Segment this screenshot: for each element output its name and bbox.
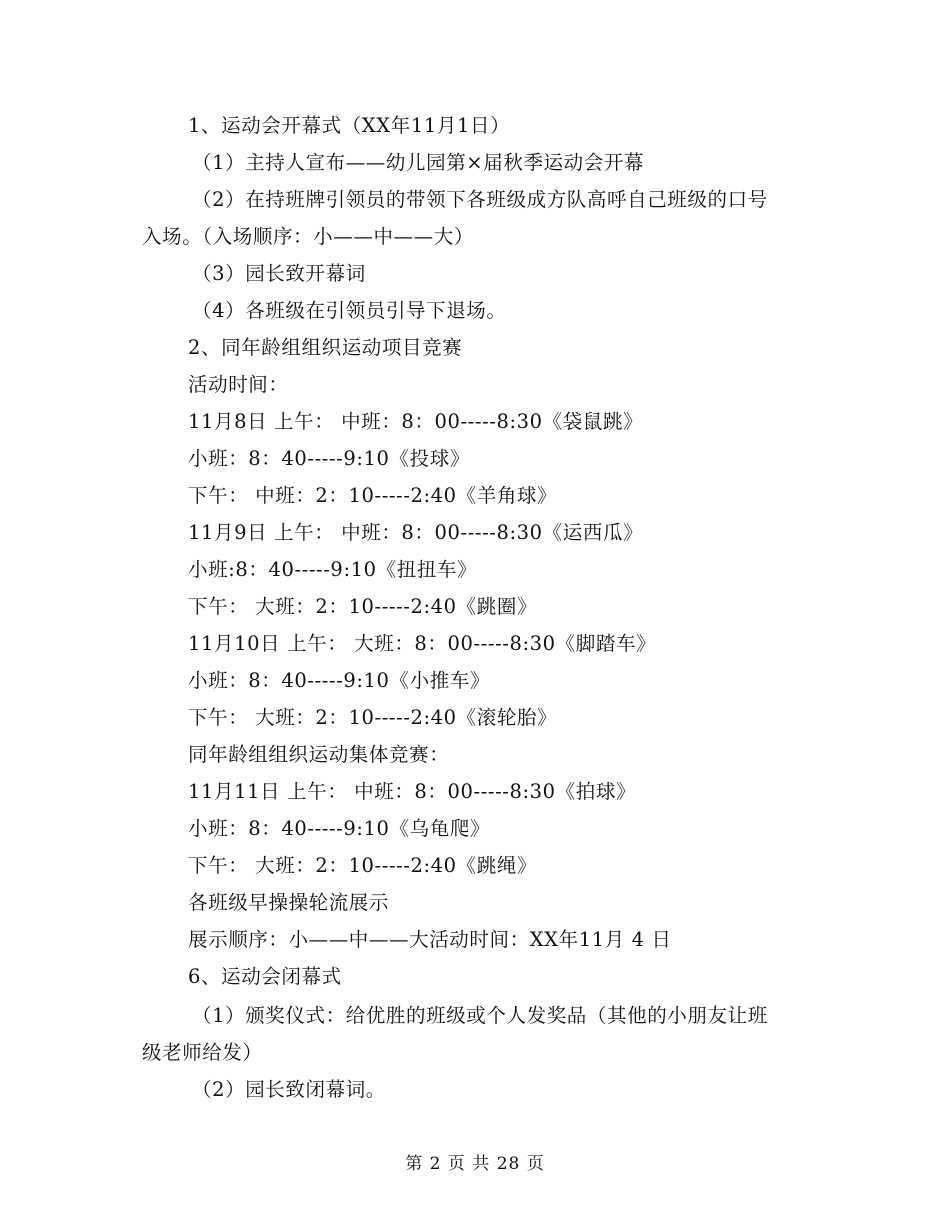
schedule-line: 下午： 大班：2：10-----2:40《跳绳》 — [188, 854, 538, 877]
schedule-line: 11月10日 上午： 大班：8：00-----8:30《脚踏车》 — [188, 632, 657, 655]
paragraph-line: 各班级早操操轮流展示 — [188, 891, 390, 914]
schedule-line: 小班：8：40-----9:10《投球》 — [188, 447, 470, 470]
paragraph-line: （2）在持班牌引领员的带领下各班级成方队高呼自己班级的口号 — [192, 188, 768, 211]
paragraph-line: 级老师给发） — [142, 1041, 263, 1064]
schedule-line: 小班：8：40-----9:10《乌龟爬》 — [188, 817, 491, 840]
section-heading-closing: 6、运动会闭幕式 — [188, 965, 342, 988]
schedule-line: 11月11日 上午： 中班：8：00-----8:30《拍球》 — [188, 780, 637, 803]
paragraph-line: （1）颁奖仪式：给优胜的班级或个人发奖品（其他的小朋友让班 — [192, 1004, 768, 1027]
paragraph-line: （4）各班级在引领员引导下退场。 — [192, 299, 507, 322]
paragraph-line: 同年龄组组织运动集体竞赛： — [188, 743, 450, 766]
schedule-line: 小班：8：40-----9:10《小推车》 — [188, 669, 491, 692]
paragraph-line: 活动时间： — [188, 373, 289, 396]
paragraph-line: （1）主持人宣布——幼儿园第×届秋季运动会开幕 — [192, 151, 645, 174]
paragraph-line: （3）园长致开幕词 — [192, 262, 366, 285]
page-number-footer: 第 2 页 共 28 页 — [405, 1154, 545, 1174]
paragraph-line: 入场。（入场顺序：小——中——大） — [142, 225, 474, 248]
schedule-line: 下午： 大班：2：10-----2:40《跳圈》 — [188, 595, 538, 618]
schedule-line: 下午： 中班：2：10-----2:40《羊角球》 — [188, 484, 558, 507]
schedule-line: 小班:8：40-----9:10《扭扭车》 — [188, 558, 478, 581]
section-heading-competition: 2、同年龄组组织运动项目竞赛 — [188, 336, 463, 359]
schedule-line: 11月9日 上午： 中班：8：00-----8:30《运西瓜》 — [188, 521, 644, 544]
schedule-line: 11月8日 上午： 中班：8：00-----8:30《袋鼠跳》 — [188, 410, 644, 433]
section-heading-opening: 1、运动会开幕式（XX年11月1日） — [188, 114, 511, 137]
paragraph-line: 展示顺序：小——中——大活动时间：XX年11月 4 日 — [188, 928, 672, 951]
paragraph-line: （2）园长致闭幕词。 — [192, 1078, 386, 1101]
schedule-line: 下午： 大班：2：10-----2:40《滚轮胎》 — [188, 706, 558, 729]
